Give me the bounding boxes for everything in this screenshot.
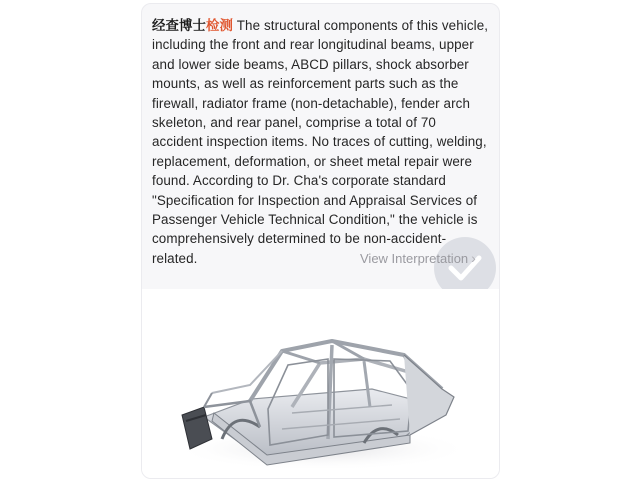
inspection-summary [152, 16, 490, 268]
view-interpretation-link[interactable] [360, 250, 476, 266]
view-interpretation-label: View Interpretation [360, 250, 469, 266]
brand-label [152, 18, 233, 33]
car-skeleton-image [142, 289, 499, 478]
brand-accent: 检测 [205, 18, 233, 33]
brand-prefix: 经查博士 [152, 18, 206, 33]
inspection-description: The structural components of this vehicle, including the front and rear longitudinal beams, upper and lower side beams, ABCD pillars, shock absorber mounts, as well as reinforcement parts such as the firewall, radiator frame (non-detachable), fender arch skeleton, and rear panel, comprise a total of 70 accident inspection items. No traces of cutting, welding, replacement, deformation, or sheet metal repair were found. According to Dr. Cha's corporate standard "Specification for Inspection and Appraisal Services of Passenger Vehicle Technical Condition," the vehicle is comprehensively determined to be non-accident-related. [152, 18, 489, 266]
chevron-right-icon: › [471, 250, 476, 266]
inspection-card [141, 3, 500, 479]
